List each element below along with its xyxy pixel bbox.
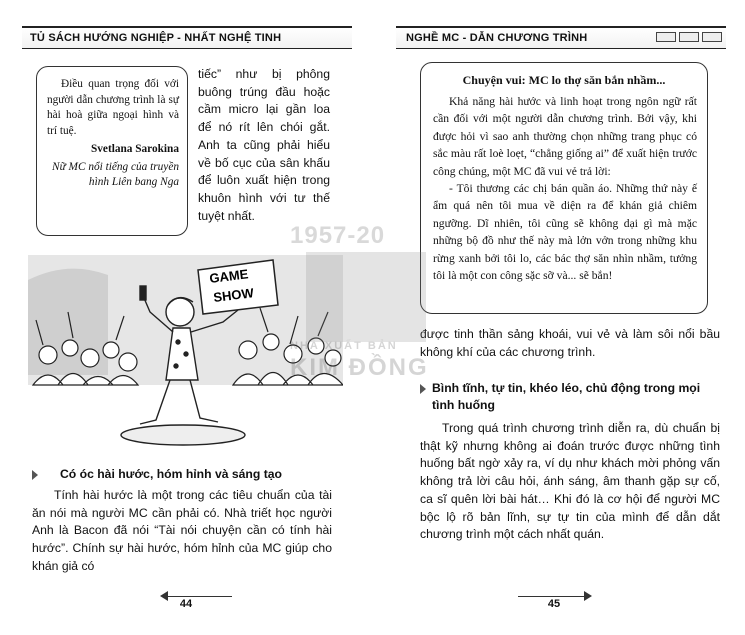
- left-section-paragraph: Tính hài hước là một trong các tiêu chuẩn của tài ăn nói mà người MC cần phải có. Nhà triết học người Anh là Bacon đã nói “Tài nói chuyện cần có tính hài hước”. Chính sự hài hước, hóm hỉnh của MC giúp cho khán giả có: [32, 488, 332, 573]
- left-section-bullet: [32, 470, 38, 480]
- right-running-header: NGHỀ MC - DẪN CHƯƠNG TRÌNH: [406, 32, 588, 44]
- quote-box: [36, 66, 188, 236]
- left-running-header: TỦ SÁCH HƯỚNG NGHIỆP - NHẤT NGHỆ TINH: [30, 32, 282, 44]
- quote-text: Điều quan trọng đối với người dẫn chương trình là sự hài hoà giữa ngoại hình và trí tuệ.: [47, 78, 179, 137]
- right-page-line: [518, 596, 584, 597]
- watermark-logo-icon: [306, 252, 426, 342]
- watermark-publisher-line1: NHÀ XUẤT BẢN: [290, 340, 398, 352]
- left-header-band: [22, 26, 352, 49]
- left-section-heading: Có óc hài hước, hóm hỉnh và sáng tạo: [60, 467, 282, 481]
- story-title: Chuyện vui: MC lo thợ săn bắn nhầm...: [462, 73, 666, 87]
- right-header-band: [396, 26, 726, 49]
- publisher-watermark: [278, 222, 468, 387]
- quote-role: Nữ MC nổi tiếng của truyền hình Liên bang Nga: [52, 161, 179, 188]
- watermark-publisher-line2: KIM ĐỒNG: [290, 354, 429, 381]
- right-page-arrow: [584, 591, 592, 601]
- sign-text-show: SHOW: [212, 285, 255, 305]
- quote-author: Svetlana Sarokina: [91, 143, 179, 155]
- watermark-year: 1957-20: [290, 222, 386, 249]
- right-section-paragraph: Trong quá trình chương trình diễn ra, dù chuẩn bị thật kỹ nhưng không ai đoán trước được những tình huống bất ngờ xảy ra, ví dụ như khách mời phỏng vấn không trả lời câu hỏi, ánh sáng, âm thanh gặp sự cố, ca sĩ quên lời bài hát… Khi đó là cơ hội để người MC bộc lộ rõ bản lĩnh, sự tự tin của mình để dẫn dắt chương trình một cách nhất quán.: [420, 421, 720, 542]
- story-paragraph-2: - Tôi thương các chị bán quần áo. Những thứ này ế ẩm quá nên tôi mua về diện ra để khán giả chiêm ngưỡng. Dĩ nhiên, tôi cũng sẽ không dại gì mà mặc những bộ đồ như thế này mà lởn vởn trong những khu rừng xanh bởi tôi lo, các bác thợ săn nhìn nhầm, tưởng tôi là một con công sặc sỡ và... sẽ bắn!: [433, 182, 697, 283]
- left-page-number: 44: [179, 598, 193, 610]
- left-page-line: [168, 596, 232, 597]
- sign-text-game: GAME: [208, 266, 250, 286]
- continuation-paragraph: được tinh thần sảng khoái, vui vẻ và làm sôi nổi bầu không khí của các chương trình.: [420, 327, 720, 359]
- header-decoration: [656, 32, 722, 42]
- game-show-sign: [198, 260, 278, 314]
- story-text: [433, 93, 697, 284]
- side-paragraph: tiếc” như bị phông buông trúng đầu hoặc cầm micro lại gần loa để nó rít lên chói gắt. Anh ta cũng phải hiểu về bố cục của sân khấu để luôn xuất hiện trong khuôn hình với tư thế tuyệt nhất.: [198, 67, 330, 223]
- right-section-heading: Bình tĩnh, tự tin, khéo léo, chủ động trong mọi tình huống: [432, 381, 701, 412]
- right-page-number: 45: [547, 598, 561, 610]
- story-paragraph-1: Khả năng hài hước và linh hoạt trong ngôn ngữ rất cần đối với một người dẫn chương trình. Bởi vậy, khi được hỏi vì sao anh thường chọn những trang phục có sắc màu rất loè loẹt, “chẳng giống ai” để xuất hiện trước công chúng, một MC đã vui vẻ trả lời:: [433, 95, 697, 178]
